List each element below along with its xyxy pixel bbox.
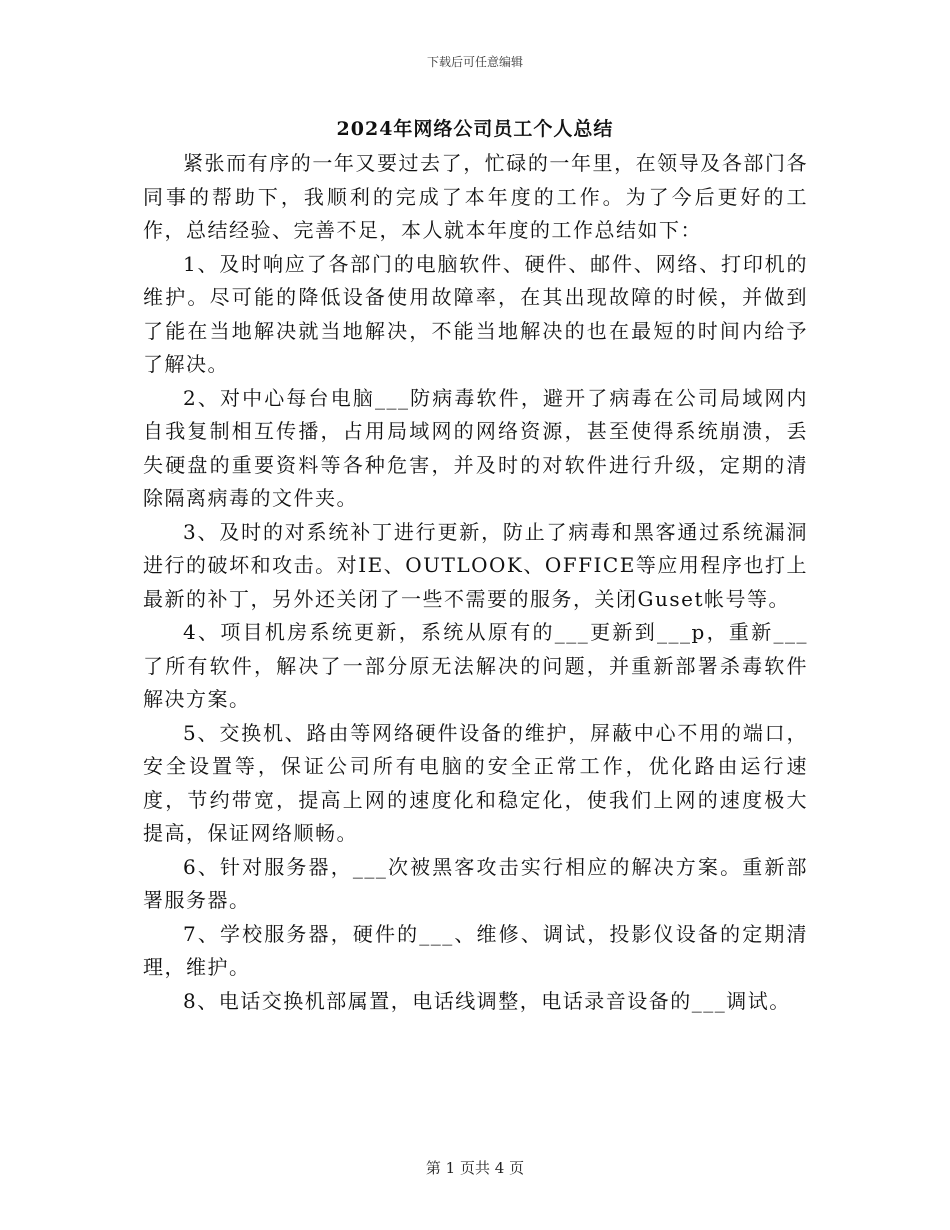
- document-title: 2024年网络公司员工个人总结: [336, 118, 614, 140]
- paragraph-item-8: 8、电话交换机部属置，电话线调整，电话录音设备的___调试。: [183, 988, 791, 1013]
- paragraph-item-7: 7、学校服务器，硬件的___、维修、调试，投影仪设备的定期清理，维护。: [143, 921, 808, 979]
- paragraph-item-4: 4、项目机房系统更新，系统从原有的___更新到___p，重新___了所有软件，解决了一部分原无法解决的问题，并重新部署杀毒软件解决方案。: [143, 620, 808, 711]
- paragraph-item-1: 1、及时响应了各部门的电脑软件、硬件、邮件、网络、打印机的维护。尽可能的降低设备使用故障率，在其出现故障的时候，并做到了能在当地解决就当地解决，不能当地解决的也在最短的时间内给予了解决。: [143, 251, 808, 376]
- document-body: [143, 147, 808, 1018]
- page-number: 第 1 页共 4 页: [425, 1159, 525, 1177]
- paragraph-item-3: 3、及时的对系统补丁进行更新，防止了病毒和黑客通过系统漏洞进行的破坏和攻击。对IE、OUTLOOK、OFFICE等应用程序也打上最新的补丁，另外还关闭了一些不需要的服务，关闭Guset帐号等。: [143, 519, 808, 611]
- header-note: 下载后可任意编辑: [426, 55, 523, 69]
- paragraph-item-6: 6、针对服务器，___次被黑客攻击实行相应的解决方案。重新部署服务器。: [143, 854, 808, 912]
- paragraph-item-2: 2、对中心每台电脑___防病毒软件，避开了病毒在公司局域网内自我复制相互传播，占用局域网的网络资源，甚至使得系统崩溃，丢失硬盘的重要资料等各种危害，并及时的对软件进行升级，定期的清除隔离病毒的文件夹。: [143, 385, 808, 510]
- paragraph-item-5: 5、交换机、路由等网络硬件设备的维护，屏蔽中心不用的端口，安全设置等，保证公司所有电脑的安全正常工作，优化路由运行速度，节约带宽，提高上网的速度化和稳定化，使我们上网的速度极大提高，保证网络顺畅。: [143, 720, 808, 845]
- paragraph-intro: 紧张而有序的一年又要过去了，忙碌的一年里，在领导及各部门各同事的帮助下，我顺利的完成了本年度的工作。为了今后更好的工作，总结经验、完善不足，本人就本年度的工作总结如下：: [143, 151, 808, 242]
